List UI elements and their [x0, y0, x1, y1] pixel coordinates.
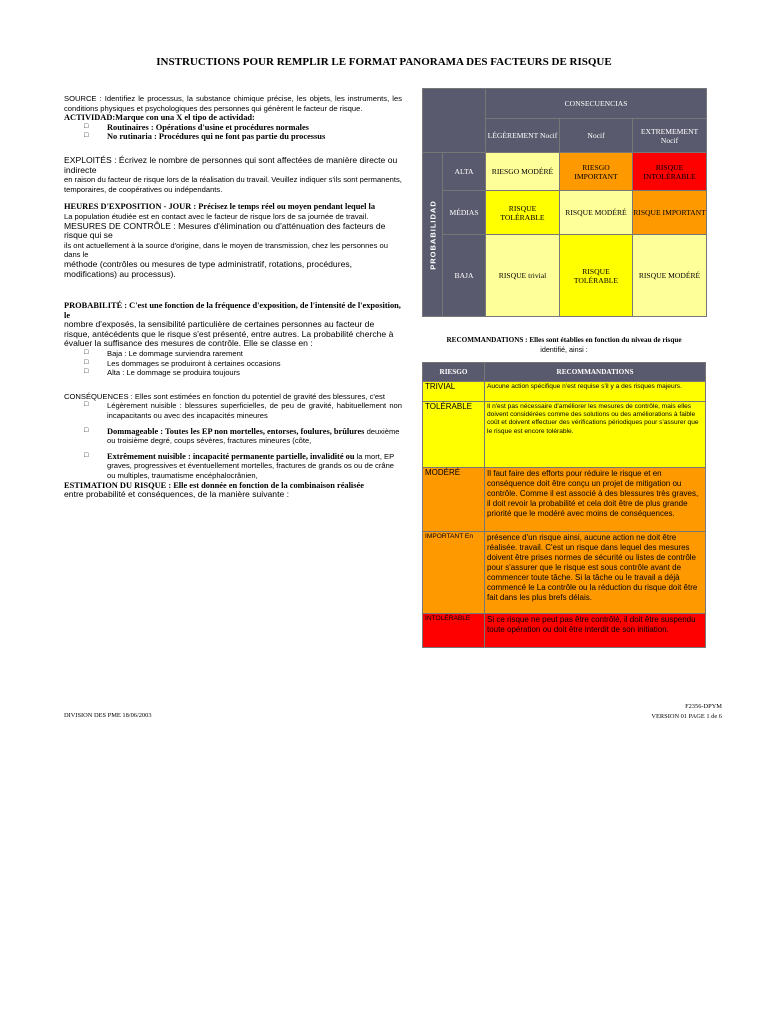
probabilite-item: □ Les dommages se produiront à certaines occasions — [84, 359, 402, 369]
matrix-cell: RIESGO IMPORTANT — [560, 153, 633, 191]
probabilite-list — [84, 349, 402, 378]
footer-page: VERSION 01 PAGE 1 de 6 — [651, 713, 722, 720]
col-header: LÉGÈREMENT Nocif — [486, 119, 560, 153]
consequence-item: □ Légèrement nuisible : blessures superficielles, de peu de gravité, habituellement non incapacitants ou avec des incapacités mineures — [84, 401, 402, 420]
rec-level: INTOLÉRABLE — [423, 614, 485, 648]
probabilite-heading: PROBABILITÉ : C'est une fonction de la fréquence d'exposition, de l'intensité de l'exposition, le — [64, 301, 401, 320]
actividad-heading: ACTIVIDAD:Marque con una X el tipo de actividad: — [64, 113, 255, 123]
footer-version — [651, 702, 722, 722]
consequences-heading: CONSÉQUENCES : Elles sont estimées en fonction du potentiel de gravité des blessures, c'est — [64, 391, 385, 401]
mesures-heading: MESURES DE CONTRÔLE : Mesures d'élimination ou d'atténuation des facteurs de risque qui se — [64, 220, 386, 241]
row-header: ALTA — [443, 153, 486, 191]
rec-level: IMPORTANT En — [423, 532, 485, 614]
estimation-text: entre probabilité et conséquences, de la manière suivante : — [64, 489, 290, 500]
matrix-cell: RISQUE TOLÉRABLE — [486, 191, 560, 235]
exploites-heading: EXPLOITÉS : Écrivez le nombre de personnes qui sont affectées de manière directe ou indirecte — [64, 154, 398, 175]
actividad-list — [84, 123, 402, 142]
consequence-item — [84, 452, 402, 481]
recommandations-caption-line: identifié, ainsi : — [540, 345, 588, 354]
recommandations-table — [422, 362, 706, 648]
rec-text: Si ce risque ne peut pas être contrôlé, il doit être suspendu toute opération ou doit être interdit de son initiation. — [485, 614, 706, 648]
heures-text: La population étudiée est en contact avec le facteur de risque lors de sa journée de travail. — [64, 211, 369, 221]
heures-heading: HEURES D'EXPOSITION - JOUR : Précisez le temps réel ou moyen pendant lequel la — [64, 202, 376, 212]
matrix-cell: RISQUE trivial — [486, 235, 560, 317]
consequence-text: la mort, EP graves, progressives et éventuellement mortelles, fractures de grands os ou de crâne ou multiples, traumatisme encéphalocrânien, — [107, 451, 395, 480]
rec-text: Il n'est pas nécessaire d'améliorer les mesures de contrôle, mais elles doivent considérées comme des solutions ou des améliorations à faible coût et doivent effectuer des vérifications périodiques pour s'assurer que le risque est encore tolérable. — [485, 402, 706, 468]
estimation-heading: ESTIMATION DU RISQUE : Elle est donnée en fonction de la combinaison réalisée — [64, 480, 364, 490]
rec-text: présence d'un risque ainsi, aucune action ne doit être réalisée. travail. C'est un risque dans lequel des mesures doivent être prises normes de sécurité ou listes de contrôle pour s'assurer que le risque est sous contrôle avant de commencer toute tâche. Si la tâche ou le travail a déjà commencé le La contrôle ou la réduction du risque doit être fait dans les plus brefs délais. — [485, 532, 706, 614]
probabilidad-header — [423, 153, 443, 317]
matrix-cell: RISQUE MODÉRÉ — [560, 191, 633, 235]
actividad-item: □ Routinaires : Opérations d'usine et procédures normales — [84, 123, 402, 133]
rec-header-text: RECOMMANDATIONS — [485, 363, 706, 382]
matrix-cell: RISQUE TOLÉRABLE — [560, 235, 633, 317]
page-title: INSTRUCTIONS POUR REMPLIR LE FORMAT PANORAMA DES FACTEURS DE RISQUE — [156, 56, 612, 68]
recommandations-caption — [422, 336, 706, 354]
matrix-corner — [423, 89, 486, 153]
matrix-cell: RISQUE INTOLÉRABLE — [633, 153, 707, 191]
row-header: MÉDIAS — [443, 191, 486, 235]
consequence-item — [84, 427, 402, 446]
exploites-text: en raison du facteur de risque lors de la réalisation du travail. Veuillez indiquer s'ils sont permanents, temporaires, de coopératives ou indépendants. — [64, 175, 402, 194]
source-text: SOURCE : Identifiez le processus, la substance chimique précise, les objets, les instruments, les conditions physiques et psychologiques des personnes qui génèrent le facteur de risque. — [64, 94, 402, 113]
mesures-text-2: méthode (contrôles ou mesures de type administratif, rotations, procédures, modifications) au processus). — [64, 258, 353, 279]
consequence-label: Dommageable : Toutes les EP non mortelles, entorses, foulures, brûlures — [107, 426, 365, 436]
actividad-item: □ No rutinaria : Procédures qui ne font pas partie du processus — [84, 132, 402, 142]
rec-level: MODÉRÉ — [423, 468, 485, 532]
probabilite-item: □ Alta : Le dommage se produira toujours — [84, 368, 402, 378]
mesures-text: ils ont actuellement à la source d'origine, dans le moyen de transmission, chez les personnes ou dans le — [64, 240, 388, 260]
consequence-text: deuxième ou troisième degré, coups sévères, fractures mineures (côte, — [107, 426, 400, 446]
col-header: EXTREMEMENT Nocif — [633, 119, 707, 153]
rec-level: TOLÉRABLE — [423, 402, 485, 468]
matrix-cell: RIESGO MODÉRÉ — [486, 153, 560, 191]
consequence-label: Extrêmement nuisible : incapacité permanente partielle, invalidité ou — [107, 451, 355, 461]
rec-text: Aucune action spécifique n'est requise s'il y a des risques majeurs. — [485, 382, 706, 402]
rec-level: TRIVIAL — [423, 382, 485, 402]
footer-code: F2356-DPYM — [685, 703, 722, 710]
instructions-column — [64, 94, 402, 500]
matrix-cell: RISQUE IMPORTANT — [633, 191, 707, 235]
probabilite-text: nombre d'exposés, la sensibilité particulière de certaines personnes au facteur de risque, antécédents que le risque s'est présenté, entre autres. La probabilité cherche à évaluer la suffisance des mesures de contrôle. Elle se classe en : — [64, 319, 394, 349]
matrix-cell: RISQUE MODÉRÉ — [633, 235, 707, 317]
probabilidad-label: PROBABILIDAD — [428, 199, 437, 270]
footer-division: DIVISION DES PME 18/06/2003 — [64, 712, 152, 719]
rec-header-level: RIESGO — [423, 363, 485, 382]
probabilite-item: □ Baja : Le dommage surviendra rarement — [84, 349, 402, 359]
consequences-list — [84, 401, 402, 480]
col-header: Nocif — [560, 119, 633, 153]
consecuencias-header: CONSECUENCIAS — [486, 89, 707, 119]
risk-matrix — [422, 88, 707, 317]
rec-text: Il faut faire des efforts pour réduire le risque et en conséquence doit être conçu un projet de mitigation ou contrôle. Comme il est associé à des blessures très graves, il doit revoir la probabilité et cela doit être de plus grande priorité que le modéré avec moins de conséquences. — [485, 468, 706, 532]
recommandations-caption-line: RECOMMANDATIONS : Elles sont établies en fonction du niveau de risque — [446, 336, 682, 344]
row-header: BAJA — [443, 235, 486, 317]
